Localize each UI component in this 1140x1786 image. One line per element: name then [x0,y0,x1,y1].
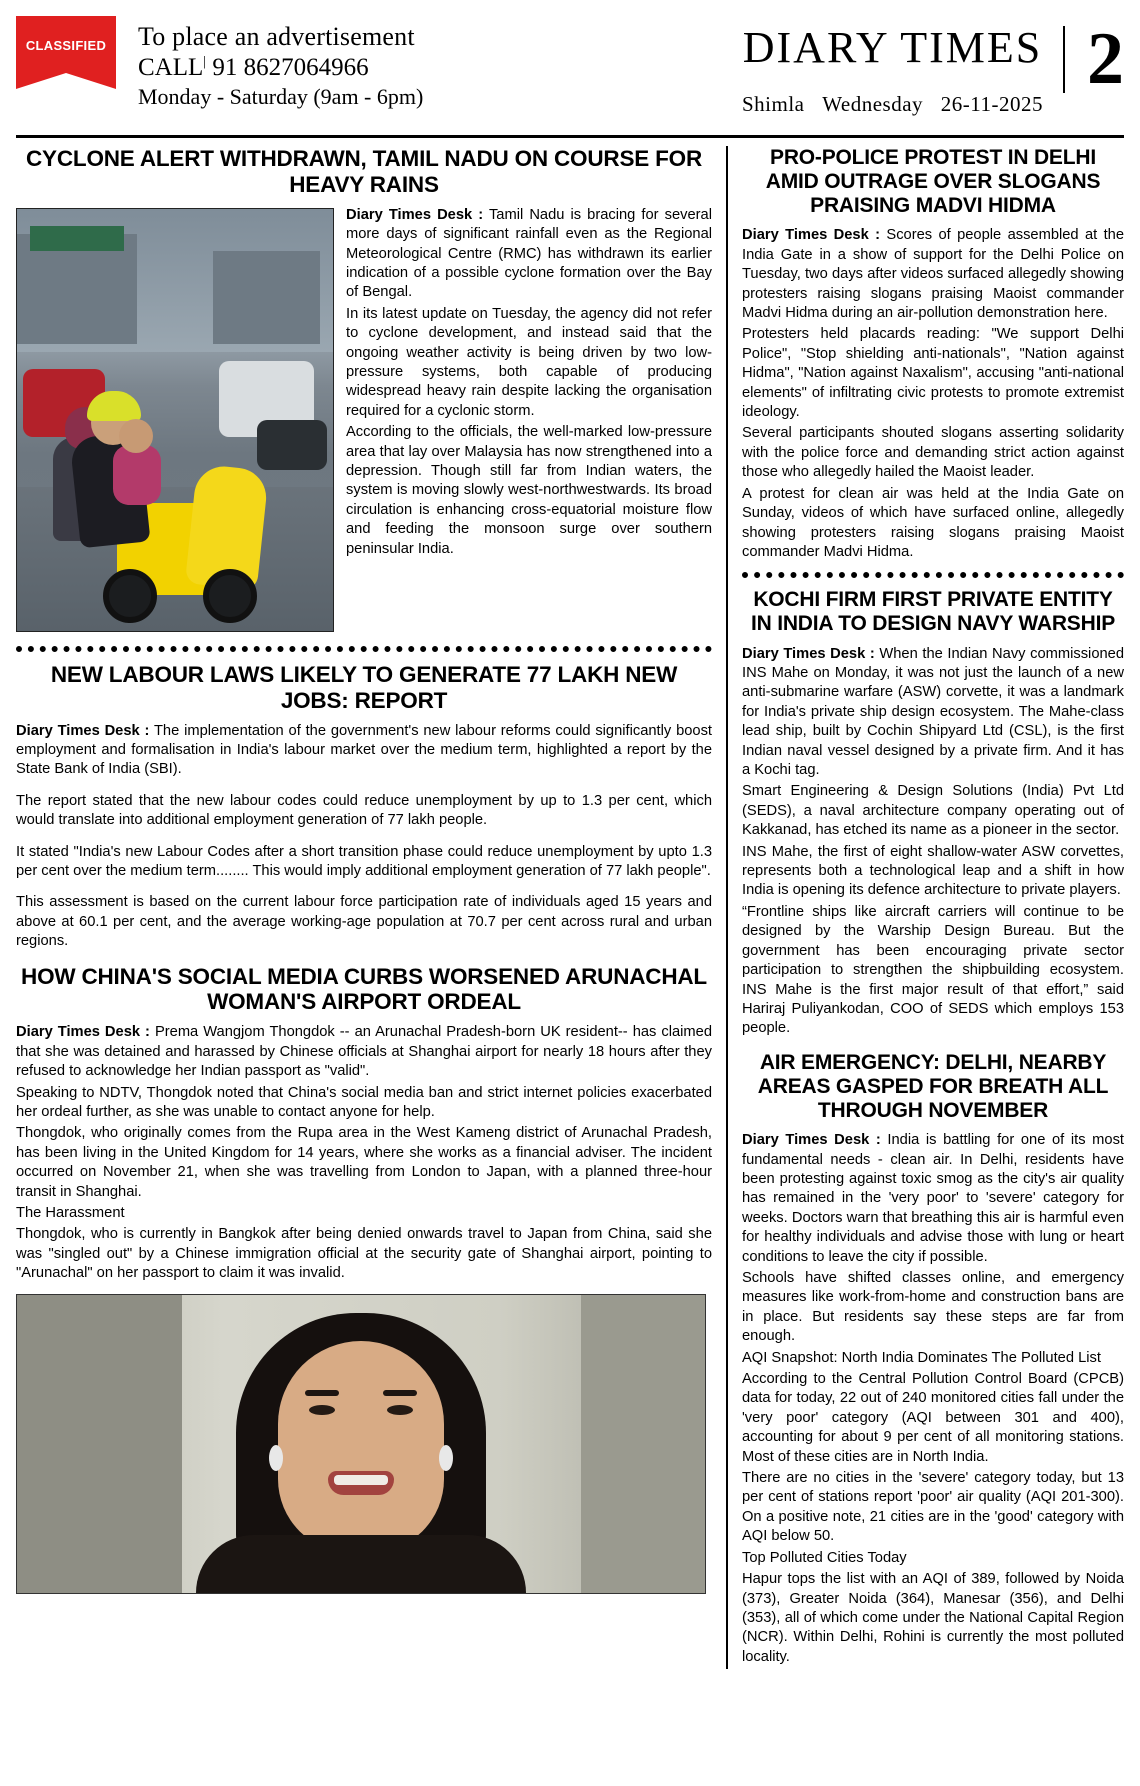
article-arunachal [16,964,712,1594]
article-air-p1 [742,1131,1124,1267]
article-air-headline: AIR EMERGENCY: DELHI, NEARBY AREAS GASPED FOR BREATH ALL THROUGH NOVEMBER [757,1050,1109,1123]
section-divider-right [742,572,1124,578]
advert-sup: | [203,54,207,70]
article-protest-p4: A protest for clean air was held at the India Gate on Sunday, videos of which have surfaced online, allegedly showing protesters raising slogans praising Maoist commander Madvi Hidma. [742,485,1124,560]
article-cyclone-p3: According to the officials, the well-marked low-pressure area that lay over Malaysia has now strengthened into a depression. Though still far from Indian waters, the system is moving slowly west-northwestwards. Its broad circulation is enhancing cross-equatorial moisture flow and feeding the monsoon surge over southern peninsular India. [346,424,712,557]
brand-date: 26-11-2025 [940,92,1043,116]
article-protest-p1 [742,226,1124,323]
classified-ribbon: CLASSIFIED [16,16,116,73]
article-kochi-p1-text: When the Indian Navy commissioned INS Mahe on Monday, it was not just the launch of a new anti-submarine warfare (ASW) corvette, it was a landmark for India's private ship design ecosystem. The Mahe-class lead ship, built by Cochin Shipyard Ltd (CSL), is the first Indian naval vessel designed by a private firm. And it has a Kochi tag. [742,645,1124,779]
article-arunachal-p4: Thongdok, who is currently in Bangkok after being denied onwards travel to Japan from China, said she was "singled out" by a Chinese immigration official at the security gate of Shanghai airport, pointing to "Arunachal" on her passport to claim it was invalid. [16,1226,712,1282]
advert-call-line [138,52,644,83]
article-arunachal-subhead: The Harassment [16,1204,125,1221]
brand-block [644,10,1124,129]
article-labour-p3: It stated "India's new Labour Codes after a short transition phase could reduce unemployment by upto 1.3 per cent over the medium term........ This would imply additional employment generation of 77 lakh people". [16,843,712,879]
article-air-p5: Hapur tops the list with an AQI of 389, followed by Noida (373), Greater Noida (364), Manesar (356), and Delhi (353), all of which come under the National Capital Region (NCR). Within Delhi, Rohini is currently the most polluted locality. [742,1571,1124,1665]
article-arunachal-p1 [16,1023,712,1081]
desk-label: Diary Times Desk : [346,206,484,223]
article-labour-p1 [16,722,712,780]
page-number: 2 [1087,18,1124,100]
classified-block [16,10,124,129]
article-labour-p4: This assessment is based on the current labour force participation rate of individuals aged 15 years and above at 60.1 per cent, and the average working-age population at 70.7 per cent across rural and urban regions. [16,894,712,950]
article-labour-headline: NEW LABOUR LAWS LIKELY TO GENERATE 77 LAKH NEW JOBS: REPORT [50,661,678,713]
article-cyclone-headline: CYCLONE ALERT WITHDRAWN, TAMIL NADU ON COURSE FOR HEAVY RAINS [26,146,702,197]
article-labour [16,662,712,952]
article-labour-p1-text: The implementation of the government's new labour reforms could significantly boost employment and formalisation in India's labour market over the medium term, highlighted a report by the State Bank of India (SBI). [16,722,712,778]
cyclone-photo [16,208,334,632]
article-protest-p2: Protesters held placards reading: "We support Delhi Police", "Stop shielding anti-nationals", "Nation against Hidma", "Nation against Naxalism", accusing "anti-national elements" of infiltrating civic protests to promote extremist ideology. [742,326,1124,421]
brand-title: DIARY TIMES [742,23,1043,72]
article-air-p3: According to the Central Pollution Control Board (CPCB) data for today, 22 out of 240 monitored cities fall under the 'very poor' category (AQI between 301 and 400), accounting for about 9 per cent of all monitoring stations. Most of these cities are in North India. [742,1371,1124,1465]
brand-day: Wednesday [822,92,924,116]
article-air-p4: There are no cities in the 'severe' category today, but 13 per cent of stations report 'poor' air quality (AQI 201-300). On a positive note, 21 cities are in the 'good' category with AQI below 50. [742,1470,1124,1545]
page-number-wrap [1063,18,1124,100]
article-arunachal-headline: HOW CHINA'S SOCIAL MEDIA CURBS WORSENED ARUNACHAL WOMAN'S AIRPORT ORDEAL [21,963,707,1015]
article-arunachal-p2: Speaking to NDTV, Thongdok noted that China's social media ban and strict internet policies exacerbated her ordeal further, as she was unable to contact anyone for help. [16,1084,712,1120]
article-air-p2: Schools have shifted classes online, and emergency measures like work-from-home and construction bans are in place. But residents say these steps are far from enough. [742,1270,1124,1345]
article-cyclone-p1-text: Tamil Nadu is bracing for several more days of significant rainfall even as the Regional Meteorological Centre (RMC) has withdrawn its earlier indication of a possible cyclone formation over the Bay of Bengal. [346,206,712,301]
arunachal-photo [16,1294,706,1594]
brand-subline [736,92,1049,117]
article-labour-p2: The report stated that the new labour codes could reduce unemployment by up to 1.3 per cent, which would translate into additional employment generation of 77 lakh people. [16,792,712,829]
article-cyclone [16,146,712,636]
desk-label: Diary Times Desk : [742,645,875,662]
brand-inner [736,23,1063,117]
advertisement-info [124,10,644,129]
advert-phone: 91 8627064966 [212,53,369,81]
desk-label: Diary Times Desk : [16,722,150,739]
article-protest [742,146,1124,562]
article-protest-p1-text: Scores of people assembled at the India Gate in a show of support for the Delhi Police on Tuesday, two days after videos surfaced allegedly showing protesters raising slogans praising Maoist commander Madvi Hidma during an air-pollution demonstration here. [742,227,1124,322]
left-column [16,146,728,1669]
article-cyclone-p2: In its latest update on Tuesday, the agency did not refer to cyclone development, and instead said that the ongoing weather activity is being driven by two low-pressure systems, both capable of producing widespread heavy rain despite lacking the organisation required for a cyclonic storm. [346,305,712,419]
desk-label: Diary Times Desk : [16,1024,150,1041]
article-protest-p3: Several participants shouted slogans asserting solidarity with the police force and demanding strict action against those who allegedly hailed the Maoist leader. [742,425,1124,481]
desk-label: Diary Times Desk : [742,1132,881,1149]
content-columns [16,146,1124,1669]
section-divider [16,646,712,652]
article-air-subhead1: AQI Snapshot: North India Dominates The Polluted List [742,1349,1101,1366]
article-kochi [742,588,1124,1038]
advert-call-label: CALL [138,53,204,81]
article-kochi-p1 [742,645,1124,781]
advert-hours: Monday - Saturday (9am - 6pm) [138,84,424,110]
article-kochi-p2: Smart Engineering & Design Solutions (India) Pvt Ltd (SEDS), a naval architecture company operating out of Kakkanad, has etched its name as a pioneer in the sector. [742,783,1124,839]
article-kochi-p3: INS Mahe, the first of eight shallow-water ASW corvettes, represents both a technological leap and a shift in how India is opening its defence architecture to private players. [742,843,1124,899]
article-air-subhead2: Top Polluted Cities Today [742,1549,907,1566]
article-kochi-headline: KOCHI FIRM FIRST PRIVATE ENTITY IN INDIA TO DESIGN NAVY WARSHIP [750,588,1116,636]
article-protest-headline: PRO-POLICE PROTEST IN DELHI AMID OUTRAGE OVER SLOGANS PRAISING MADVI HIDMA [765,146,1101,218]
article-air [742,1051,1124,1667]
brand-city: Shimla [741,92,805,116]
article-kochi-p4: “Frontline ships like aircraft carriers will continue to be designed by the Warship Design Bureau. But the government has been encouraging private sector participation to strengthen the shipbuilding ecosystem. INS Mahe is the first major result of that effort,” said Hariraj Puliyankodan, COO of SEDS which employs 153 people. [742,903,1124,1037]
masthead [16,10,1124,138]
right-column [728,146,1124,1669]
advert-headline: To place an advertisement [138,22,415,51]
article-arunachal-p3: Thongdok, who originally comes from the Rupa area in the West Kameng district of Arunachal Pradesh, has been living in the United Kingdom for 14 years, where she works as a financial adviser. The incident occurred on November 21, when she was travelling from London to Japan, with a planned three-hour transit in Shanghai. [16,1125,712,1200]
article-arunachal-p1-text: Prema Wangjom Thongdok -- an Arunachal Pradesh-born UK resident-- has claimed that she was detained and harassed by Chinese officials at Shanghai airport for nearly 18 hours after they refused to acknowledge her Indian passport as "valid". [16,1024,712,1080]
article-air-p1-text: India is battling for one of its most fundamental needs - clean air. In Delhi, residents have been protesting against toxic smog as the city's air quality has remained in the 'very poor' to 'severe' category for weeks. Doctors warn that breathing this air is harmful even for healthy individuals and advise those with lung or heart conditions to leave the city if possible. [742,1132,1124,1265]
desk-label: Diary Times Desk : [742,227,881,244]
